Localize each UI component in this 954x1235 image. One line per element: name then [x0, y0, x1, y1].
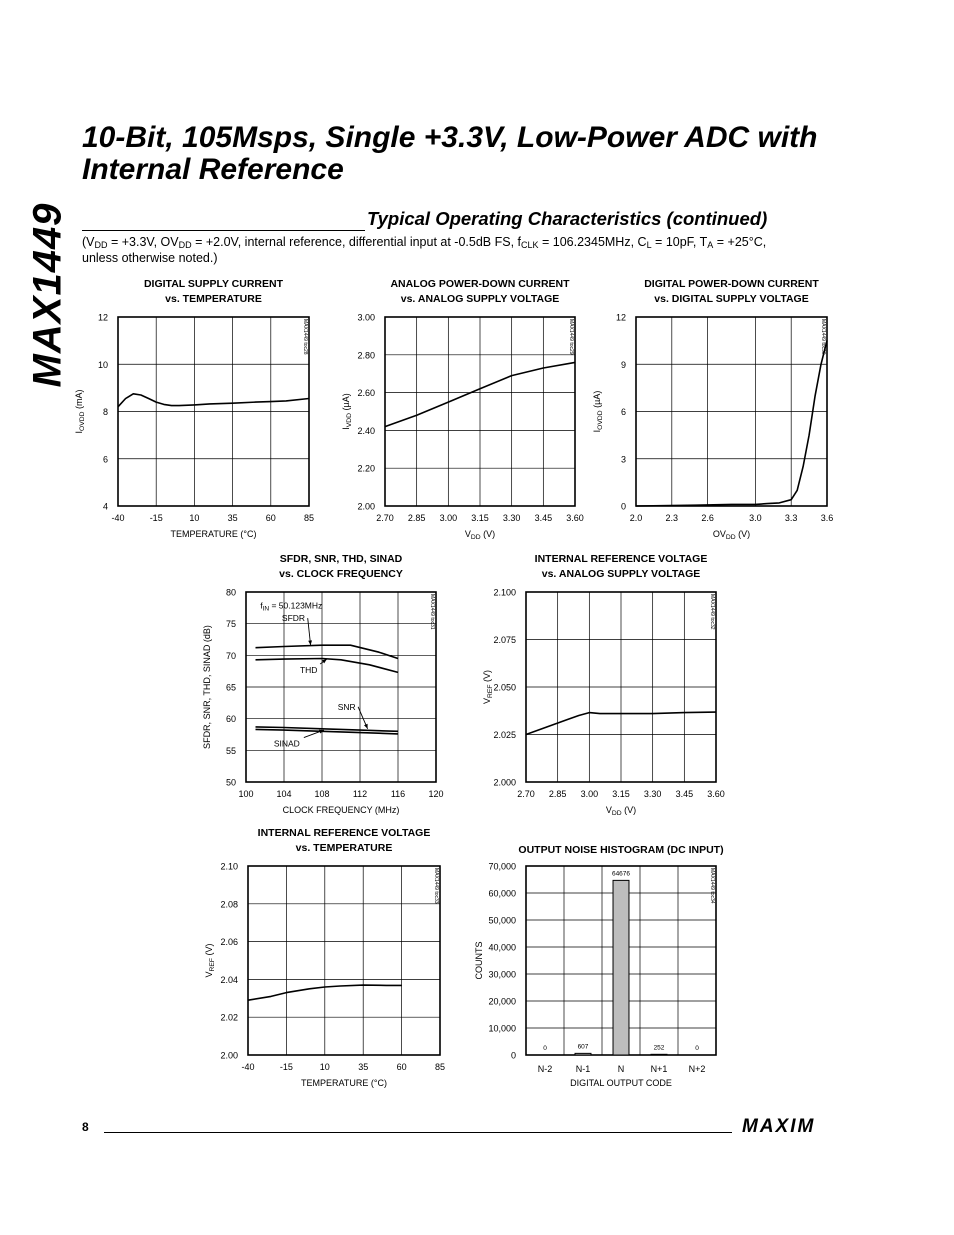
y-tick-label: 2.80 — [357, 350, 375, 361]
y-tick-label: 2.20 — [357, 463, 375, 474]
section-title: Typical Operating Characteristics (continued) — [367, 208, 768, 229]
page-title: 10-Bit, 105Msps, Single +3.3V, Low-Power ADC with Internal Reference — [82, 121, 818, 186]
x-tick-label: 3.00 — [580, 789, 599, 799]
y-tick-label: 2.000 — [493, 777, 516, 788]
annotation-arrowhead — [308, 640, 312, 645]
cond-text-5: = 10pF, T — [651, 235, 708, 249]
plot-frame — [385, 317, 575, 506]
chart-title-line: vs. CLOCK FREQUENCY — [279, 568, 403, 580]
series-line — [256, 729, 399, 734]
annotation-arrow — [320, 659, 327, 664]
cond-text-line2: unless otherwise noted.) — [82, 251, 218, 265]
bar-value-label: 64676 — [611, 870, 631, 878]
series-line — [526, 712, 716, 734]
x-tick-label: 85 — [303, 513, 315, 523]
y-tick-label: 2.100 — [493, 587, 516, 598]
y-tick-label: 75 — [225, 619, 236, 630]
x-tick-label: -40 — [111, 513, 125, 523]
chart-title-line: INTERNAL REFERENCE VOLTAGE — [534, 553, 708, 565]
y-tick-label: 6 — [102, 454, 108, 465]
y-tick-label: 2.08 — [220, 899, 238, 910]
x-axis-label: CLOCK FREQUENCY (MHz) — [282, 805, 400, 815]
y-tick-label: 2.075 — [493, 635, 516, 645]
y-tick-label: 30,000 — [488, 969, 516, 980]
plot-frame — [526, 592, 716, 782]
cond-sub-5: A — [707, 240, 714, 250]
x-tick-label: N+2 — [688, 1064, 706, 1074]
x-tick-label: 116 — [390, 789, 406, 799]
y-tick-label: 50,000 — [488, 915, 516, 926]
y-tick-label: 3 — [620, 454, 626, 465]
x-tick-label: 2.85 — [548, 789, 567, 799]
maxim-logo: MAXIM — [742, 1116, 816, 1137]
chart-title-line: DIGITAL SUPPLY CURRENT — [143, 278, 284, 290]
x-tick-label: -15 — [279, 1062, 293, 1072]
chart-title-line: DIGITAL POWER-DOWN CURRENT — [644, 278, 819, 290]
y-tick-label: 2.40 — [357, 425, 375, 436]
bar-value-label: 0 — [695, 1045, 699, 1052]
y-tick-label: 65 — [225, 682, 236, 693]
series-line — [256, 727, 399, 731]
annotation-label: SINAD — [273, 738, 300, 749]
chart-watermark: MAX1449 toc31 — [429, 594, 435, 630]
footer-rule — [104, 1132, 732, 1133]
annotation-arrowhead — [364, 724, 368, 729]
bar-value-label: 0 — [543, 1045, 547, 1052]
cond-sub-1: DD — [94, 240, 108, 250]
histogram-bar — [613, 880, 629, 1055]
annotation-label: THD — [299, 665, 318, 676]
y-tick-label: 8 — [102, 407, 108, 417]
y-axis-label: $V_{REF}$ (V) — [204, 943, 216, 978]
y-axis-label: SFDR, SNR, THD, SINAD (dB) — [202, 625, 212, 749]
x-tick-label: 100 — [238, 789, 254, 799]
page-number: 8 — [82, 1120, 89, 1134]
bar-value-label: 252 — [653, 1044, 665, 1052]
chart-title-line: SFDR, SNR, THD, SINAD — [279, 553, 403, 565]
x-tick-label: N-2 — [537, 1064, 553, 1074]
plot-frame — [636, 317, 827, 506]
x-axis-label: TEMPERATURE (°C) — [170, 529, 257, 539]
y-tick-label: 10 — [97, 359, 108, 370]
plot-frame — [248, 866, 440, 1055]
y-tick-label: 50 — [225, 777, 236, 788]
annotation-arrow — [308, 618, 311, 645]
x-tick-label: 2.3 — [665, 513, 679, 523]
chart-title-line: INTERNAL REFERENCE VOLTAGE — [257, 827, 431, 839]
y-tick-label: 9 — [620, 359, 626, 370]
x-tick-label: 3.6 — [820, 513, 834, 523]
bar-value-label: 607 — [577, 1043, 589, 1051]
test-conditions — [82, 234, 882, 266]
y-tick-label: 70 — [225, 650, 236, 661]
y-tick-label: 2.10 — [220, 861, 238, 872]
annotation-label: $f_{IN} = 50.123MHz$ — [260, 600, 323, 613]
y-tick-label: 20,000 — [488, 996, 516, 1007]
x-axis-label: $V_{DD}$ (V) — [464, 529, 496, 541]
x-tick-label: N+1 — [650, 1064, 668, 1074]
x-tick-label: 108 — [314, 789, 330, 799]
cond-text-1: (V — [82, 235, 95, 249]
x-tick-label: 35 — [227, 513, 238, 523]
x-tick-label: 120 — [428, 789, 444, 799]
y-axis-label: $I_{OVDD}$ (mA) — [74, 389, 86, 434]
annotation-arrow — [304, 730, 324, 737]
cond-text-3: = +2.0V, internal reference, differential input at -0.5dB FS, f — [191, 235, 521, 249]
y-axis-label: $I_{VDD}$ (µA) — [341, 393, 353, 430]
x-tick-label: -40 — [241, 1062, 255, 1072]
x-tick-label: 112 — [352, 789, 368, 799]
y-tick-label: 12 — [615, 312, 626, 323]
y-tick-label: 0 — [510, 1050, 516, 1061]
y-tick-label: 12 — [97, 312, 108, 323]
section-rule — [82, 230, 365, 231]
chart-title-line: ANALOG POWER-DOWN CURRENT — [390, 278, 570, 290]
histogram-bar — [575, 1053, 591, 1055]
x-tick-label: 85 — [434, 1062, 446, 1072]
series-line — [385, 362, 575, 426]
y-tick-label: 2.04 — [220, 974, 238, 985]
chart-title-line: vs. TEMPERATURE — [295, 842, 393, 854]
y-tick-label: 3.00 — [357, 312, 375, 323]
x-tick-label: 3.30 — [502, 513, 521, 523]
x-tick-label: 3.60 — [566, 513, 584, 523]
part-number-side-label — [25, 202, 70, 388]
plot-frame — [526, 866, 716, 1055]
annotation-arrowhead — [322, 659, 327, 663]
chart-title-line: OUTPUT NOISE HISTOGRAM (DC INPUT) — [518, 844, 724, 856]
annotation-label: SFDR — [281, 613, 306, 624]
chart-watermark: MAX1449 toc34 — [709, 868, 715, 904]
chart-title-line: vs. ANALOG SUPPLY VOLTAGE — [400, 293, 560, 305]
histogram-bar — [651, 1054, 667, 1055]
y-axis-label: COUNTS — [474, 941, 484, 980]
x-tick-label: N — [617, 1064, 625, 1074]
x-axis-label: DIGITAL OUTPUT CODE — [570, 1078, 672, 1088]
x-tick-label: 3.0 — [749, 513, 762, 523]
x-tick-label: 60 — [265, 513, 276, 523]
x-tick-label: 60 — [396, 1062, 407, 1072]
y-tick-label: 70,000 — [488, 861, 516, 872]
cond-sub-3: CLK — [521, 240, 539, 250]
x-tick-label: 35 — [358, 1062, 369, 1072]
y-tick-label: 55 — [225, 745, 236, 756]
plot-frame — [118, 317, 309, 506]
part-number-text: MAX1449 — [25, 202, 70, 388]
cond-text-2: = +3.3V, OV — [107, 235, 179, 249]
y-tick-label: 6 — [620, 407, 626, 417]
x-tick-label: 3.15 — [612, 789, 630, 799]
chart-watermark: MAX1449 toc32 — [709, 594, 715, 630]
x-tick-label: 2.6 — [701, 513, 714, 523]
cond-text-6: = +25°C, — [713, 235, 767, 249]
chart-title-line: vs. DIGITAL SUPPLY VOLTAGE — [654, 293, 809, 305]
y-tick-label: 2.00 — [220, 1050, 238, 1061]
y-tick-label: 2.00 — [357, 501, 375, 512]
x-tick-label: 3.45 — [534, 513, 553, 523]
y-axis-label: $V_{REF}$ (V) — [482, 669, 494, 705]
x-tick-label: 3.15 — [471, 513, 489, 523]
chart-watermark: MAX1449 toc29 — [568, 319, 574, 355]
chart-watermark: MAX1449 toc30 — [820, 319, 826, 355]
y-tick-label: 0 — [620, 501, 626, 512]
x-tick-label: 2.85 — [407, 513, 426, 523]
x-axis-label: $V_{DD}$ (V) — [605, 805, 637, 817]
x-tick-label: 3.3 — [784, 513, 798, 523]
y-tick-label: 2.050 — [493, 682, 516, 693]
x-tick-label: -15 — [149, 513, 163, 523]
series-line — [256, 659, 399, 676]
x-tick-label: 2.70 — [376, 513, 394, 523]
y-tick-label: 60 — [225, 714, 236, 725]
series-line — [256, 645, 399, 658]
cond-sub-4: L — [646, 240, 652, 250]
y-tick-label: 4 — [102, 501, 108, 512]
x-axis-label: $OV_{DD}$ (V) — [712, 529, 751, 541]
annotation-label: SNR — [337, 701, 356, 712]
plot-frame — [246, 592, 436, 782]
series-line — [248, 985, 402, 1000]
annotation-arrowhead — [319, 730, 324, 734]
y-tick-label: 2.06 — [220, 937, 238, 948]
y-tick-label: 2.60 — [357, 388, 375, 399]
y-axis-label: $I_{OVDD}$ (µA) — [592, 390, 604, 433]
x-tick-label: 3.45 — [675, 789, 694, 799]
y-tick-label: 10,000 — [488, 1023, 516, 1034]
chart-watermark: MAX1449 toc33 — [433, 868, 439, 904]
cond-sub-2: DD — [178, 240, 192, 250]
chart-title-line: vs. ANALOG SUPPLY VOLTAGE — [541, 568, 701, 580]
series-line — [118, 394, 309, 407]
x-tick-label: 2.70 — [517, 789, 535, 799]
x-tick-label: 10 — [189, 513, 200, 523]
x-tick-label: N-1 — [575, 1064, 591, 1074]
series-line — [636, 341, 827, 506]
chart-watermark: MAX1449 toc28 — [302, 319, 308, 355]
annotation-arrow — [358, 707, 368, 729]
y-tick-label: 2.02 — [220, 1012, 238, 1023]
x-tick-label: 2.0 — [629, 513, 643, 523]
x-tick-label: 3.30 — [643, 789, 662, 799]
chart-title-line: vs. TEMPERATURE — [165, 293, 262, 305]
x-tick-label: 3.00 — [439, 513, 458, 523]
y-tick-label: 2.025 — [493, 730, 516, 740]
x-tick-label: 104 — [276, 789, 292, 799]
y-tick-label: 40,000 — [488, 942, 516, 953]
x-tick-label: 3.60 — [707, 789, 725, 799]
x-tick-label: 10 — [319, 1062, 330, 1072]
y-tick-label: 80 — [225, 587, 236, 598]
cond-text-4: = 106.2345MHz, C — [538, 235, 647, 249]
x-axis-label: TEMPERATURE (°C) — [301, 1078, 387, 1088]
y-tick-label: 60,000 — [488, 888, 516, 899]
